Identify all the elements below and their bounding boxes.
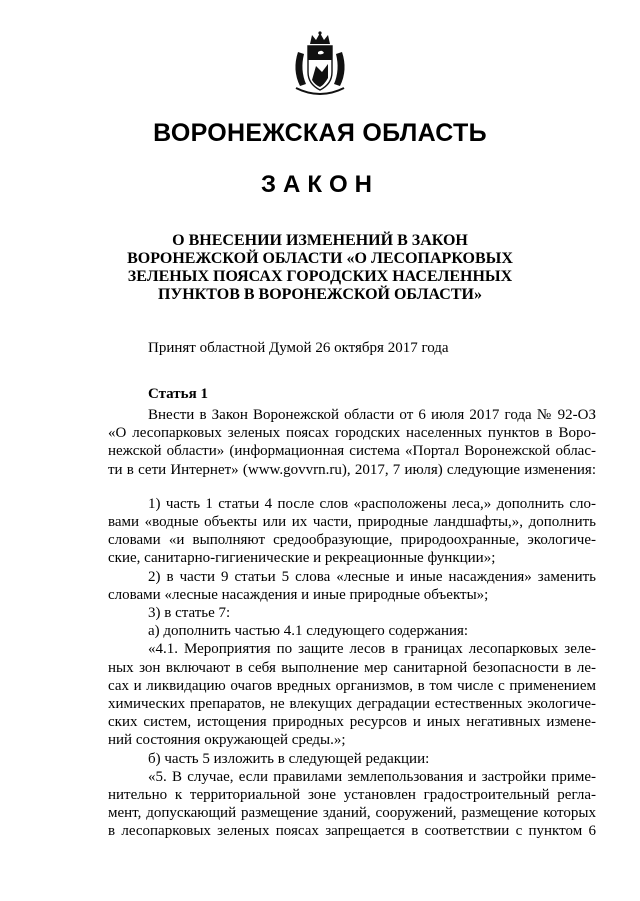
- text-line: нежской области» (информационная система «Портал Воронежской облас-: [108, 443, 596, 460]
- item-2-paragraph: [108, 568, 596, 604]
- item-1-paragraph: [108, 495, 596, 568]
- text-line: ских систем, истощения природных ресурсов и иных негативных измене-: [108, 714, 596, 731]
- text-line: мент, допускающий размещение зданий, сооружений, размещение которых: [108, 805, 596, 822]
- law-title: [110, 232, 530, 304]
- text-line: ных зон включают в себя выполнение мер санитарной безопасности в ле-: [108, 659, 596, 676]
- article-heading: Статья 1: [148, 386, 208, 402]
- coat-of-arms-emblem: [288, 30, 352, 100]
- text-line: ти в сети Интернет» (www.govvrn.ru), 2017, 7 июля) следующие изменения:: [108, 461, 596, 478]
- text-line: ний состояния окружающей среды.»;: [108, 732, 346, 749]
- text-line: 2) в части 9 статьи 5 слова «лесные и иные насаждения» заменить: [148, 568, 596, 585]
- law-title-line: ЗЕЛЕНЫХ ПОЯСАХ ГОРОДСКИХ НАСЕЛЕННЫХ: [127, 268, 513, 285]
- text-line: ские, санитарно-гигиенические и рекреационные функции»;: [108, 550, 496, 567]
- text-line: 1) часть 1 статьи 4 после слов «расположены леса,» дополнить сло-: [148, 495, 596, 512]
- text-line: «О лесопарковых зеленых поясах городских населенных пунктов в Воро-: [108, 425, 596, 442]
- region-name: ВОРОНЕЖСКАЯ ОБЛАСТЬ: [153, 119, 487, 147]
- text-line: сах и ликвидацию очагов вредных организмов, в том числе с применением: [108, 677, 596, 694]
- item-3-line: 3) в статье 7:: [148, 605, 231, 622]
- law-title-line: ПУНКТОВ В ВОРОНЕЖСКОЙ ОБЛАСТИ»: [158, 286, 482, 303]
- quote-5-paragraph: [108, 768, 596, 841]
- item-3b-line: б) часть 5 изложить в следующей редакции:: [148, 750, 430, 767]
- adoption-date: Принят областной Думой 26 октября 2017 года: [148, 340, 449, 356]
- text-line: «5. В случае, если правилами землепользования и застройки приме-: [148, 768, 596, 785]
- text-line: словами «и выполняют средообразующие, природоохранные, экологиче-: [108, 532, 596, 549]
- text-line: нительно к территориальной зоне установлен градостроительный регла-: [108, 787, 596, 804]
- law-title-line: О ВНЕСЕНИИ ИЗМЕНЕНИЙ В ЗАКОН: [172, 232, 468, 249]
- law-title-line: ВОРОНЕЖСКОЙ ОБЛАСТИ «О ЛЕСОПАРКОВЫХ: [127, 250, 513, 267]
- intro-paragraph: [108, 406, 596, 479]
- text-line: химических препаратов, не влекущих деградации естественных экологиче-: [108, 696, 596, 713]
- document-type: ЗАКОН: [260, 171, 379, 198]
- quote-4-1-paragraph: [108, 640, 596, 749]
- text-line: вами «водные объекты или их части, природные ландшафты,», дополнить: [108, 514, 596, 531]
- item-3a-line: а) дополнить частью 4.1 следующего содержания:: [148, 623, 469, 640]
- text-line: «4.1. Мероприятия по защите лесов в границах лесопарковых зеле-: [148, 641, 596, 658]
- text-line: в лесопарковых зеленых поясах запрещается в соответствии с пунктом 6: [108, 823, 596, 840]
- text-line: Внести в Закон Воронежской области от 6 июля 2017 года № 92-ОЗ: [148, 407, 596, 423]
- text-line: словами «лесные насаждения и иные природные объекты»;: [108, 586, 489, 603]
- article-body: [108, 406, 596, 841]
